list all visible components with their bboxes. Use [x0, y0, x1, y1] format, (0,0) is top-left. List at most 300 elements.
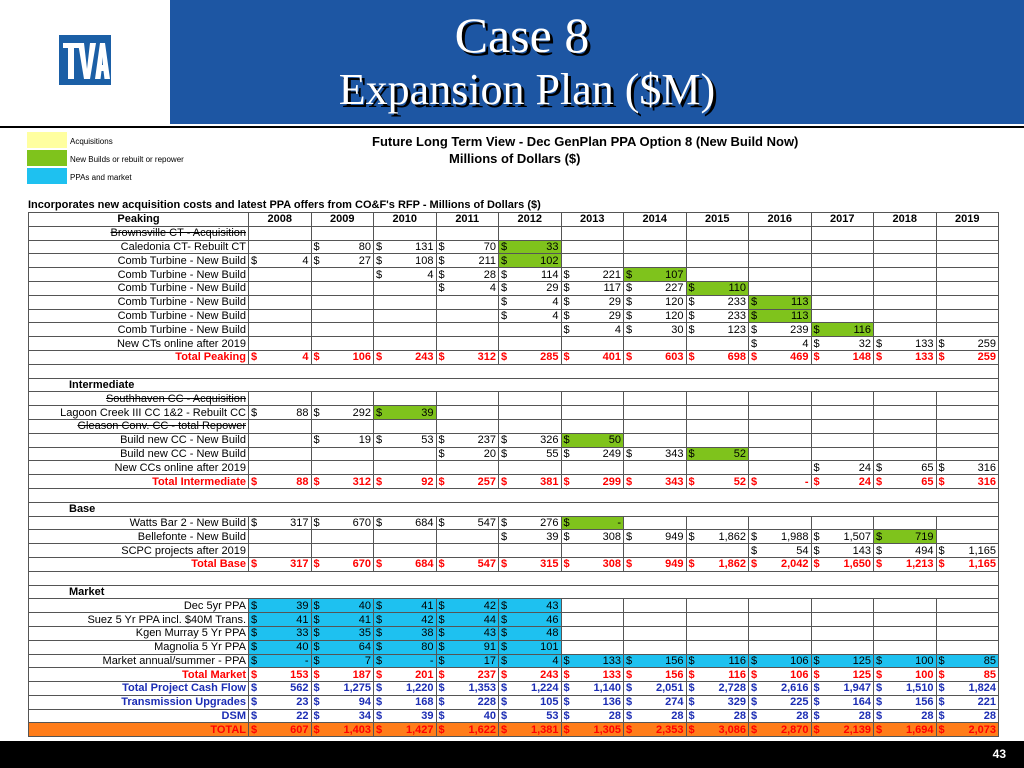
currency-symbol: $	[563, 654, 570, 667]
currency-symbol: $	[438, 254, 445, 267]
cell-value: 547	[477, 558, 496, 571]
value-cell	[374, 599, 437, 613]
row-label	[29, 530, 249, 544]
currency-symbol: $	[376, 268, 383, 281]
currency-symbol: $	[688, 530, 695, 543]
value-cell	[374, 268, 437, 282]
value-cell	[436, 668, 499, 682]
value-cell	[624, 295, 687, 309]
cell-value: 2,616	[780, 682, 809, 695]
cell-value: 39	[546, 530, 559, 543]
value-cell	[749, 475, 812, 489]
value-cell	[686, 695, 749, 709]
value-cell	[874, 461, 937, 475]
value-cell	[686, 392, 749, 406]
currency-symbol: $	[376, 516, 383, 529]
value-cell	[686, 295, 749, 309]
row-label-text: Dec 5yr PPA	[183, 599, 246, 612]
cell-value: 343	[665, 475, 684, 488]
cell-value: 33	[546, 240, 559, 253]
value-cell	[686, 654, 749, 668]
currency-symbol: $	[688, 309, 695, 322]
value-cell	[499, 226, 562, 240]
row-label-text: Lagoon Creek III CC 1&2 - Rebuilt CC	[60, 406, 246, 419]
section-header-row	[29, 502, 999, 516]
value-cell	[874, 295, 937, 309]
value-cell	[436, 433, 499, 447]
value-cell	[686, 433, 749, 447]
value-cell	[311, 626, 374, 640]
total-row	[29, 557, 999, 571]
value-cell	[374, 392, 437, 406]
value-cell	[624, 350, 687, 364]
grand-total-row	[29, 723, 999, 737]
currency-symbol: $	[376, 723, 383, 736]
currency-symbol: $	[251, 599, 258, 612]
cell-value: 316	[977, 475, 996, 488]
value-cell	[499, 544, 562, 558]
currency-symbol: $	[813, 530, 820, 543]
value-cell	[811, 599, 874, 613]
value-cell	[499, 599, 562, 613]
cell-value: 133	[915, 351, 934, 364]
table-title: Future Long Term View - Dec GenPlan PPA Option 8 (New Build Now)	[372, 134, 799, 149]
value-cell	[374, 350, 437, 364]
value-cell	[499, 654, 562, 668]
cell-value: 54	[796, 544, 809, 557]
row-label	[29, 281, 249, 295]
value-cell	[874, 406, 937, 420]
currency-symbol: $	[751, 530, 758, 543]
currency-symbol: $	[876, 461, 883, 474]
cell-value: 2,728	[718, 682, 746, 695]
cell-value: 719	[915, 530, 934, 543]
year-header: 2008	[249, 213, 312, 227]
total-row	[29, 682, 999, 696]
value-cell	[624, 475, 687, 489]
cell-value: 949	[665, 530, 684, 543]
value-cell	[249, 254, 312, 268]
currency-symbol: $	[501, 613, 508, 626]
cell-value: 40	[483, 710, 496, 723]
value-cell	[936, 268, 999, 282]
value-cell	[811, 419, 874, 433]
value-cell	[311, 654, 374, 668]
cell-value: 1,694	[905, 723, 934, 736]
cell-value: 32	[858, 337, 871, 350]
currency-symbol: $	[376, 475, 383, 488]
slide-subtitle: Expansion Plan ($M)	[338, 65, 716, 114]
currency-symbol: $	[313, 475, 320, 488]
value-cell	[874, 557, 937, 571]
value-cell	[374, 461, 437, 475]
cell-value: 211	[478, 254, 496, 267]
value-cell	[624, 323, 687, 337]
cell-value: 42	[421, 613, 434, 626]
currency-symbol: $	[251, 516, 258, 529]
value-cell	[874, 268, 937, 282]
value-cell	[499, 406, 562, 420]
value-cell	[624, 654, 687, 668]
cell-value: 116	[728, 668, 746, 681]
value-cell	[811, 709, 874, 723]
value-cell	[811, 557, 874, 571]
value-cell	[874, 309, 937, 323]
currency-symbol: $	[563, 558, 570, 571]
currency-symbol: $	[501, 558, 508, 571]
value-cell	[249, 268, 312, 282]
table-row	[29, 309, 999, 323]
currency-symbol: $	[751, 309, 758, 322]
total-row	[29, 668, 999, 682]
value-cell	[749, 433, 812, 447]
currency-symbol: $	[751, 723, 758, 736]
value-cell	[936, 544, 999, 558]
cell-value: 670	[352, 558, 371, 571]
cell-value: 70	[483, 240, 496, 253]
currency-symbol: $	[688, 475, 695, 488]
cell-value: 1,165	[968, 558, 996, 571]
value-cell	[874, 419, 937, 433]
value-cell	[436, 268, 499, 282]
value-cell	[374, 654, 437, 668]
value-cell	[874, 682, 937, 696]
table-row	[29, 419, 999, 433]
value-cell	[436, 654, 499, 668]
value-cell	[936, 309, 999, 323]
value-cell	[686, 475, 749, 489]
table-row	[29, 240, 999, 254]
cell-value: 156	[665, 668, 684, 681]
table-units: Millions of Dollars ($)	[449, 151, 581, 166]
table-row	[29, 295, 999, 309]
cell-value: 2,042	[780, 558, 809, 571]
currency-symbol: $	[813, 696, 820, 709]
currency-symbol: $	[876, 558, 883, 571]
value-cell	[249, 309, 312, 323]
currency-symbol: $	[438, 641, 445, 654]
value-cell	[936, 461, 999, 475]
value-cell	[624, 682, 687, 696]
value-cell	[499, 682, 562, 696]
table-row	[29, 281, 999, 295]
cell-value: 35	[358, 627, 371, 640]
table-header-row	[29, 213, 999, 227]
value-cell	[436, 640, 499, 654]
currency-symbol: $	[313, 696, 320, 709]
row-label	[29, 654, 249, 668]
row-label	[29, 419, 249, 433]
table-row	[29, 654, 999, 668]
row-label-text: New CCs online after 2019	[114, 461, 246, 474]
value-cell	[811, 461, 874, 475]
cell-value: 469	[790, 351, 809, 364]
row-label-text: Build new CC - New Build	[120, 447, 246, 460]
value-cell	[249, 640, 312, 654]
value-cell	[374, 447, 437, 461]
value-cell	[686, 281, 749, 295]
row-label-text: Comb Turbine - New Build	[117, 323, 246, 336]
currency-symbol: $	[751, 682, 758, 695]
value-cell	[749, 240, 812, 254]
value-cell	[811, 475, 874, 489]
value-cell	[374, 682, 437, 696]
value-cell	[624, 254, 687, 268]
value-cell	[686, 723, 749, 737]
value-cell	[499, 695, 562, 709]
value-cell	[749, 557, 812, 571]
value-cell	[936, 447, 999, 461]
cell-value: 285	[540, 351, 559, 364]
cell-value: 221	[602, 268, 621, 281]
currency-symbol: $	[688, 696, 695, 709]
currency-symbol: $	[563, 296, 570, 309]
currency-symbol: $	[376, 613, 383, 626]
cell-value: 949	[665, 558, 684, 571]
currency-symbol: $	[438, 696, 445, 709]
cell-value: 101	[540, 641, 559, 654]
row-label-text: Southhaven CC - Acquisition	[105, 392, 246, 405]
legend-swatch-ppas	[27, 168, 67, 184]
value-cell	[561, 268, 624, 282]
value-cell	[561, 323, 624, 337]
currency-symbol: $	[313, 254, 320, 267]
table-row	[29, 530, 999, 544]
cell-value: 110	[728, 282, 746, 295]
page-number: 43	[992, 747, 1006, 761]
cell-value: 1,224	[530, 682, 559, 695]
value-cell	[249, 668, 312, 682]
value-cell	[561, 350, 624, 364]
currency-symbol: $	[813, 558, 820, 571]
value-cell	[561, 461, 624, 475]
value-cell	[811, 240, 874, 254]
cell-value: 125	[852, 668, 871, 681]
value-cell	[374, 530, 437, 544]
slide-header	[0, 0, 1024, 126]
value-cell	[249, 337, 312, 351]
currency-symbol: $	[251, 613, 258, 626]
cell-value: 1,165	[968, 544, 996, 557]
cell-value: 249	[602, 447, 621, 460]
cell-value: 316	[977, 461, 996, 474]
value-cell	[311, 254, 374, 268]
cell-value: 1,140	[593, 682, 621, 695]
value-cell	[686, 323, 749, 337]
value-cell	[499, 350, 562, 364]
value-cell	[436, 406, 499, 420]
value-cell	[686, 530, 749, 544]
total-row	[29, 475, 999, 489]
value-cell	[561, 723, 624, 737]
value-cell	[436, 447, 499, 461]
cell-value: 259	[977, 351, 996, 364]
cell-value: 94	[358, 696, 371, 709]
currency-symbol: $	[501, 723, 508, 736]
spacer-cell	[29, 571, 999, 585]
value-cell	[374, 475, 437, 489]
value-cell	[624, 530, 687, 544]
cell-value: 102	[540, 254, 559, 267]
currency-symbol: $	[313, 654, 320, 667]
cell-value: 108	[415, 254, 434, 267]
value-cell	[374, 433, 437, 447]
value-cell	[936, 654, 999, 668]
value-cell	[936, 682, 999, 696]
currency-symbol: $	[563, 696, 570, 709]
total-row	[29, 695, 999, 709]
currency-symbol: $	[938, 351, 945, 364]
currency-symbol: $	[563, 710, 570, 723]
value-cell	[811, 281, 874, 295]
row-label-text: Total Market	[182, 668, 246, 681]
currency-symbol: $	[501, 654, 508, 667]
cell-value: 80	[358, 240, 371, 253]
slide-footer	[0, 741, 1024, 768]
value-cell	[436, 695, 499, 709]
currency-symbol: $	[938, 475, 945, 488]
row-label	[29, 461, 249, 475]
value-cell	[311, 530, 374, 544]
currency-symbol: $	[563, 434, 570, 447]
cell-value: 24	[858, 475, 871, 488]
spacer-row	[29, 571, 999, 585]
currency-symbol: $	[313, 516, 320, 529]
currency-symbol: $	[938, 696, 945, 709]
currency-symbol: $	[438, 240, 445, 253]
year-header: 2019	[936, 213, 999, 227]
row-label	[29, 447, 249, 461]
currency-symbol: $	[501, 710, 508, 723]
currency-symbol: $	[876, 668, 883, 681]
value-cell	[686, 240, 749, 254]
currency-symbol: $	[813, 682, 820, 695]
header-peaking: Peaking	[29, 213, 249, 227]
value-cell	[749, 695, 812, 709]
value-cell	[624, 461, 687, 475]
cell-value: 39	[296, 599, 309, 612]
value-cell	[936, 323, 999, 337]
value-cell	[436, 419, 499, 433]
currency-symbol: $	[563, 516, 570, 529]
currency-symbol: $	[813, 323, 820, 336]
value-cell	[749, 281, 812, 295]
currency-symbol: $	[438, 351, 445, 364]
value-cell	[749, 337, 812, 351]
cell-value: 80	[421, 641, 434, 654]
value-cell	[499, 433, 562, 447]
value-cell	[811, 295, 874, 309]
currency-symbol: $	[313, 558, 320, 571]
cell-value: 259	[977, 337, 996, 350]
currency-symbol: $	[876, 337, 883, 350]
cell-value: 28	[921, 710, 934, 723]
value-cell	[811, 268, 874, 282]
value-cell	[874, 323, 937, 337]
value-cell	[311, 447, 374, 461]
value-cell	[686, 709, 749, 723]
row-label-text: Magnolia 5 Yr PPA	[154, 641, 246, 654]
cell-value: 106	[790, 654, 809, 667]
value-cell	[686, 613, 749, 627]
cell-value: 41	[421, 599, 434, 612]
value-cell	[249, 682, 312, 696]
currency-symbol: $	[938, 682, 945, 695]
currency-symbol: $	[938, 723, 945, 736]
total-row	[29, 350, 999, 364]
value-cell	[811, 654, 874, 668]
value-cell	[874, 599, 937, 613]
cell-value: 43	[483, 627, 496, 640]
value-cell	[499, 268, 562, 282]
cell-value: 133	[915, 337, 934, 350]
cell-value: 43	[546, 599, 559, 612]
cell-value: 233	[727, 296, 746, 309]
currency-symbol: $	[688, 351, 695, 364]
value-cell	[561, 599, 624, 613]
value-cell	[499, 640, 562, 654]
cell-value: 114	[540, 268, 559, 281]
currency-symbol: $	[813, 461, 820, 474]
value-cell	[749, 640, 812, 654]
cell-value: 1,510	[905, 682, 934, 695]
value-cell	[624, 268, 687, 282]
cell-value: 1,947	[843, 682, 871, 695]
cell-value: 65	[921, 461, 934, 474]
table-row	[29, 613, 999, 627]
currency-symbol: $	[626, 268, 633, 281]
value-cell	[499, 392, 562, 406]
value-cell	[811, 668, 874, 682]
currency-symbol: $	[438, 723, 445, 736]
currency-symbol: $	[876, 696, 883, 709]
cell-value: 2,073	[968, 723, 996, 736]
value-cell	[936, 723, 999, 737]
row-label-text: Build new CC - New Build	[120, 434, 246, 447]
currency-symbol: $	[563, 723, 570, 736]
currency-symbol: $	[376, 710, 383, 723]
value-cell	[749, 226, 812, 240]
value-cell	[936, 392, 999, 406]
row-label-text: Comb Turbine - New Build	[117, 268, 246, 281]
cell-value: 28	[671, 710, 684, 723]
cell-value: 168	[415, 696, 434, 709]
value-cell	[249, 544, 312, 558]
cell-value: 29	[608, 296, 621, 309]
value-cell	[874, 350, 937, 364]
table-row	[29, 640, 999, 654]
currency-symbol: $	[813, 475, 820, 488]
value-cell	[686, 406, 749, 420]
cell-value: 34	[358, 710, 371, 723]
currency-symbol: $	[501, 434, 508, 447]
cell-value: 1,220	[405, 682, 434, 695]
currency-symbol: $	[313, 406, 320, 419]
row-label-text: Watts Bar 2 - New Build	[129, 516, 246, 529]
cell-value: 164	[852, 696, 871, 709]
value-cell	[311, 668, 374, 682]
table-row	[29, 323, 999, 337]
spacer-row	[29, 364, 999, 378]
row-label	[29, 309, 249, 323]
currency-symbol: $	[251, 682, 258, 695]
value-cell	[936, 406, 999, 420]
value-cell	[874, 475, 937, 489]
value-cell	[499, 323, 562, 337]
cell-value: 1,213	[905, 558, 934, 571]
currency-symbol: $	[501, 351, 508, 364]
value-cell	[624, 668, 687, 682]
